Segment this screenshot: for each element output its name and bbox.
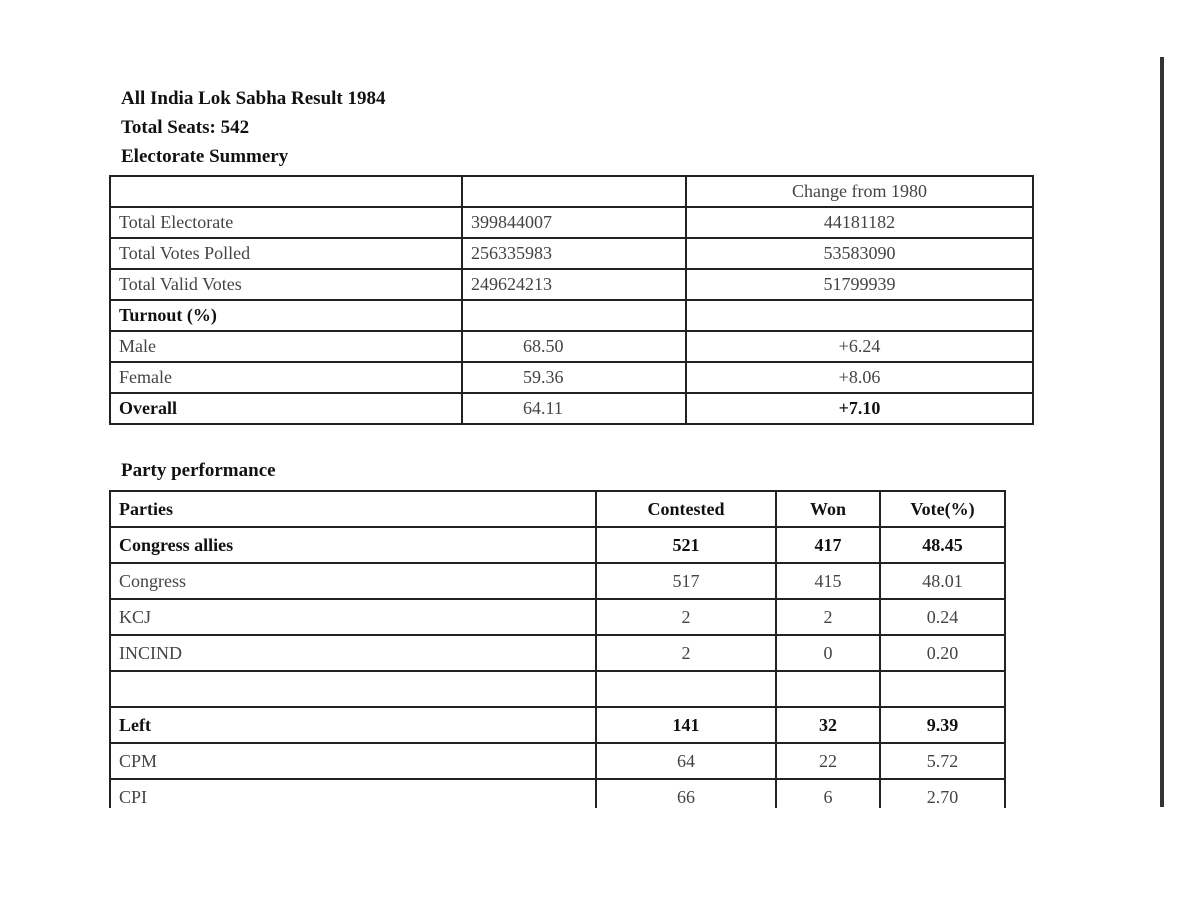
page-title: All India Lok Sabha Result 1984 bbox=[121, 88, 386, 109]
table-row bbox=[110, 563, 1005, 599]
table-row bbox=[110, 393, 1033, 424]
change-header: Change from 1980 bbox=[686, 176, 1033, 207]
row-value: 68.50 bbox=[462, 331, 686, 362]
party-performance-table bbox=[109, 490, 1006, 816]
table-row bbox=[110, 331, 1033, 362]
party-won: 22 bbox=[776, 743, 880, 779]
party-name: Congress allies bbox=[110, 527, 596, 563]
row-change: 51799939 bbox=[686, 269, 1033, 300]
table-row bbox=[110, 300, 1033, 331]
row-label: Total Electorate bbox=[110, 207, 462, 238]
party-name: INCIND bbox=[110, 635, 596, 671]
party-vote: 48.45 bbox=[880, 527, 1005, 563]
row-value: 59.36 bbox=[462, 362, 686, 393]
party-won: 2 bbox=[776, 599, 880, 635]
page-cutoff bbox=[100, 808, 1020, 900]
column-header-parties: Parties bbox=[110, 491, 596, 527]
row-label: Female bbox=[110, 362, 462, 393]
table-cell bbox=[686, 300, 1033, 331]
row-change: +7.10 bbox=[686, 393, 1033, 424]
party-name: CPI bbox=[110, 779, 596, 815]
table-row bbox=[110, 635, 1005, 671]
row-change: 44181182 bbox=[686, 207, 1033, 238]
table-row-empty bbox=[110, 671, 1005, 707]
electorate-summary-table bbox=[109, 175, 1034, 425]
table-row bbox=[110, 238, 1033, 269]
party-won: 417 bbox=[776, 527, 880, 563]
party-contested: 141 bbox=[596, 707, 776, 743]
party-vote: 48.01 bbox=[880, 563, 1005, 599]
row-value: 256335983 bbox=[462, 238, 686, 269]
row-value: 64.11 bbox=[462, 393, 686, 424]
table-cell bbox=[110, 176, 462, 207]
row-value: 399844007 bbox=[462, 207, 686, 238]
party-vote: 2.70 bbox=[880, 779, 1005, 815]
row-value: 249624213 bbox=[462, 269, 686, 300]
party-contested: 66 bbox=[596, 779, 776, 815]
table-row bbox=[110, 362, 1033, 393]
column-header-won: Won bbox=[776, 491, 880, 527]
party-contested: 64 bbox=[596, 743, 776, 779]
row-change: +8.06 bbox=[686, 362, 1033, 393]
party-name: KCJ bbox=[110, 599, 596, 635]
party-won: 0 bbox=[776, 635, 880, 671]
party-won: 32 bbox=[776, 707, 880, 743]
page-edge-rule bbox=[1160, 57, 1164, 807]
party-won: 415 bbox=[776, 563, 880, 599]
party-performance-heading: Party performance bbox=[121, 460, 276, 481]
row-label: Total Valid Votes bbox=[110, 269, 462, 300]
column-header-vote: Vote(%) bbox=[880, 491, 1005, 527]
party-vote: 9.39 bbox=[880, 707, 1005, 743]
party-vote: 0.20 bbox=[880, 635, 1005, 671]
party-name: Left bbox=[110, 707, 596, 743]
party-name: Congress bbox=[110, 563, 596, 599]
table-cell bbox=[776, 671, 880, 707]
column-header-contested: Contested bbox=[596, 491, 776, 527]
table-row bbox=[110, 269, 1033, 300]
total-seats: Total Seats: 542 bbox=[121, 117, 250, 138]
electorate-heading: Electorate Summery bbox=[121, 146, 289, 167]
table-cell bbox=[462, 300, 686, 331]
table-header-row bbox=[110, 491, 1005, 527]
table-row bbox=[110, 176, 1033, 207]
party-contested: 521 bbox=[596, 527, 776, 563]
table-cell bbox=[880, 671, 1005, 707]
row-label: Overall bbox=[110, 393, 462, 424]
table-cell bbox=[462, 176, 686, 207]
party-name: CPM bbox=[110, 743, 596, 779]
party-contested: 2 bbox=[596, 599, 776, 635]
table-row bbox=[110, 207, 1033, 238]
row-label: Total Votes Polled bbox=[110, 238, 462, 269]
table-cell bbox=[596, 671, 776, 707]
row-change: +6.24 bbox=[686, 331, 1033, 362]
party-won: 6 bbox=[776, 779, 880, 815]
table-cell bbox=[110, 671, 596, 707]
party-vote: 0.24 bbox=[880, 599, 1005, 635]
table-row bbox=[110, 599, 1005, 635]
row-change: 53583090 bbox=[686, 238, 1033, 269]
party-contested: 2 bbox=[596, 635, 776, 671]
table-row bbox=[110, 527, 1005, 563]
table-row bbox=[110, 707, 1005, 743]
turnout-label: Turnout (%) bbox=[110, 300, 462, 331]
table-row bbox=[110, 743, 1005, 779]
party-contested: 517 bbox=[596, 563, 776, 599]
row-label: Male bbox=[110, 331, 462, 362]
party-vote: 5.72 bbox=[880, 743, 1005, 779]
